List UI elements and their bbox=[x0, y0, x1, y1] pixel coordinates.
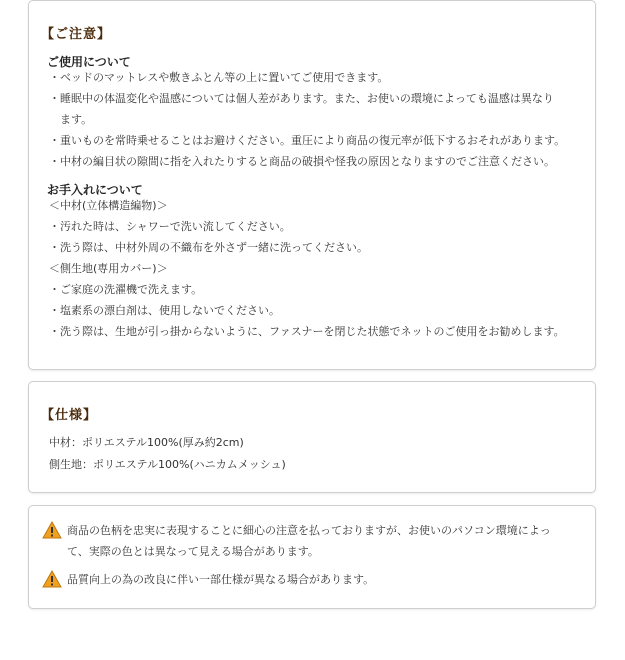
care-line: ・洗う際は、中材外周の不織布を外さず一緒に洗ってください。 bbox=[49, 241, 368, 254]
warning-line: て、実際の色とは異なって見える場合があります。 bbox=[67, 545, 319, 558]
care-line: ・塩素系の漂白剤は、使用しないでください。 bbox=[49, 304, 280, 317]
usage-line: ます。 bbox=[49, 113, 93, 126]
care-line: ・ご家庭の洗濯機で洗えます。 bbox=[49, 283, 203, 296]
care-heading: お手入れについて bbox=[47, 183, 143, 197]
usage-line: ・重いものを常時乗せることはお避けください。重圧により商品の復元率が低下するおそれがあります。 bbox=[49, 134, 566, 147]
spec-line-core: 中材：ポリエステル100%(厚み約2cm) bbox=[49, 436, 244, 449]
warning-line: 商品の色柄を忠実に表現することに細心の注意を払っておりますが、お使いのパソコン環境によっ bbox=[67, 524, 551, 537]
warning-triangle-icon bbox=[42, 521, 62, 539]
care-line: ＜中材(立体構造編物)＞ bbox=[49, 199, 168, 212]
care-line: ・汚れた時は、シャワーで洗い流してください。 bbox=[49, 220, 291, 233]
care-line: ・洗う際は、生地が引っ掛からないように、ファスナーを閉じた状態でネットのご使用をお勧めします。 bbox=[49, 325, 565, 338]
spec-panel bbox=[28, 381, 596, 493]
warning-panel bbox=[28, 505, 596, 609]
warning-triangle-icon bbox=[42, 570, 62, 588]
usage-line: ・睡眠中の体温変化や温感については個人差があります。また、お使いの環境によっても温感は異なり bbox=[49, 92, 554, 105]
usage-line: ・中材の編目状の隙間に指を入れたりすると商品の破損や怪我の原因となりますのでご注意ください。 bbox=[49, 155, 555, 168]
spec-title: 【仕様】 bbox=[41, 408, 98, 423]
warning-line: 品質向上の為の改良に伴い一部仕様が異なる場合があります。 bbox=[67, 573, 375, 586]
usage-heading: ご使用について bbox=[47, 55, 131, 69]
care-line: ＜側生地(専用カバー)＞ bbox=[49, 262, 168, 275]
spec-line-cover: 側生地：ポリエステル100%(ハニカムメッシュ) bbox=[49, 458, 286, 471]
usage-line: ・ベッドのマットレスや敷きふとん等の上に置いてご使用できます。 bbox=[49, 71, 389, 84]
notice-title: 【ご注意】 bbox=[41, 27, 112, 42]
notice-panel bbox=[28, 0, 596, 370]
